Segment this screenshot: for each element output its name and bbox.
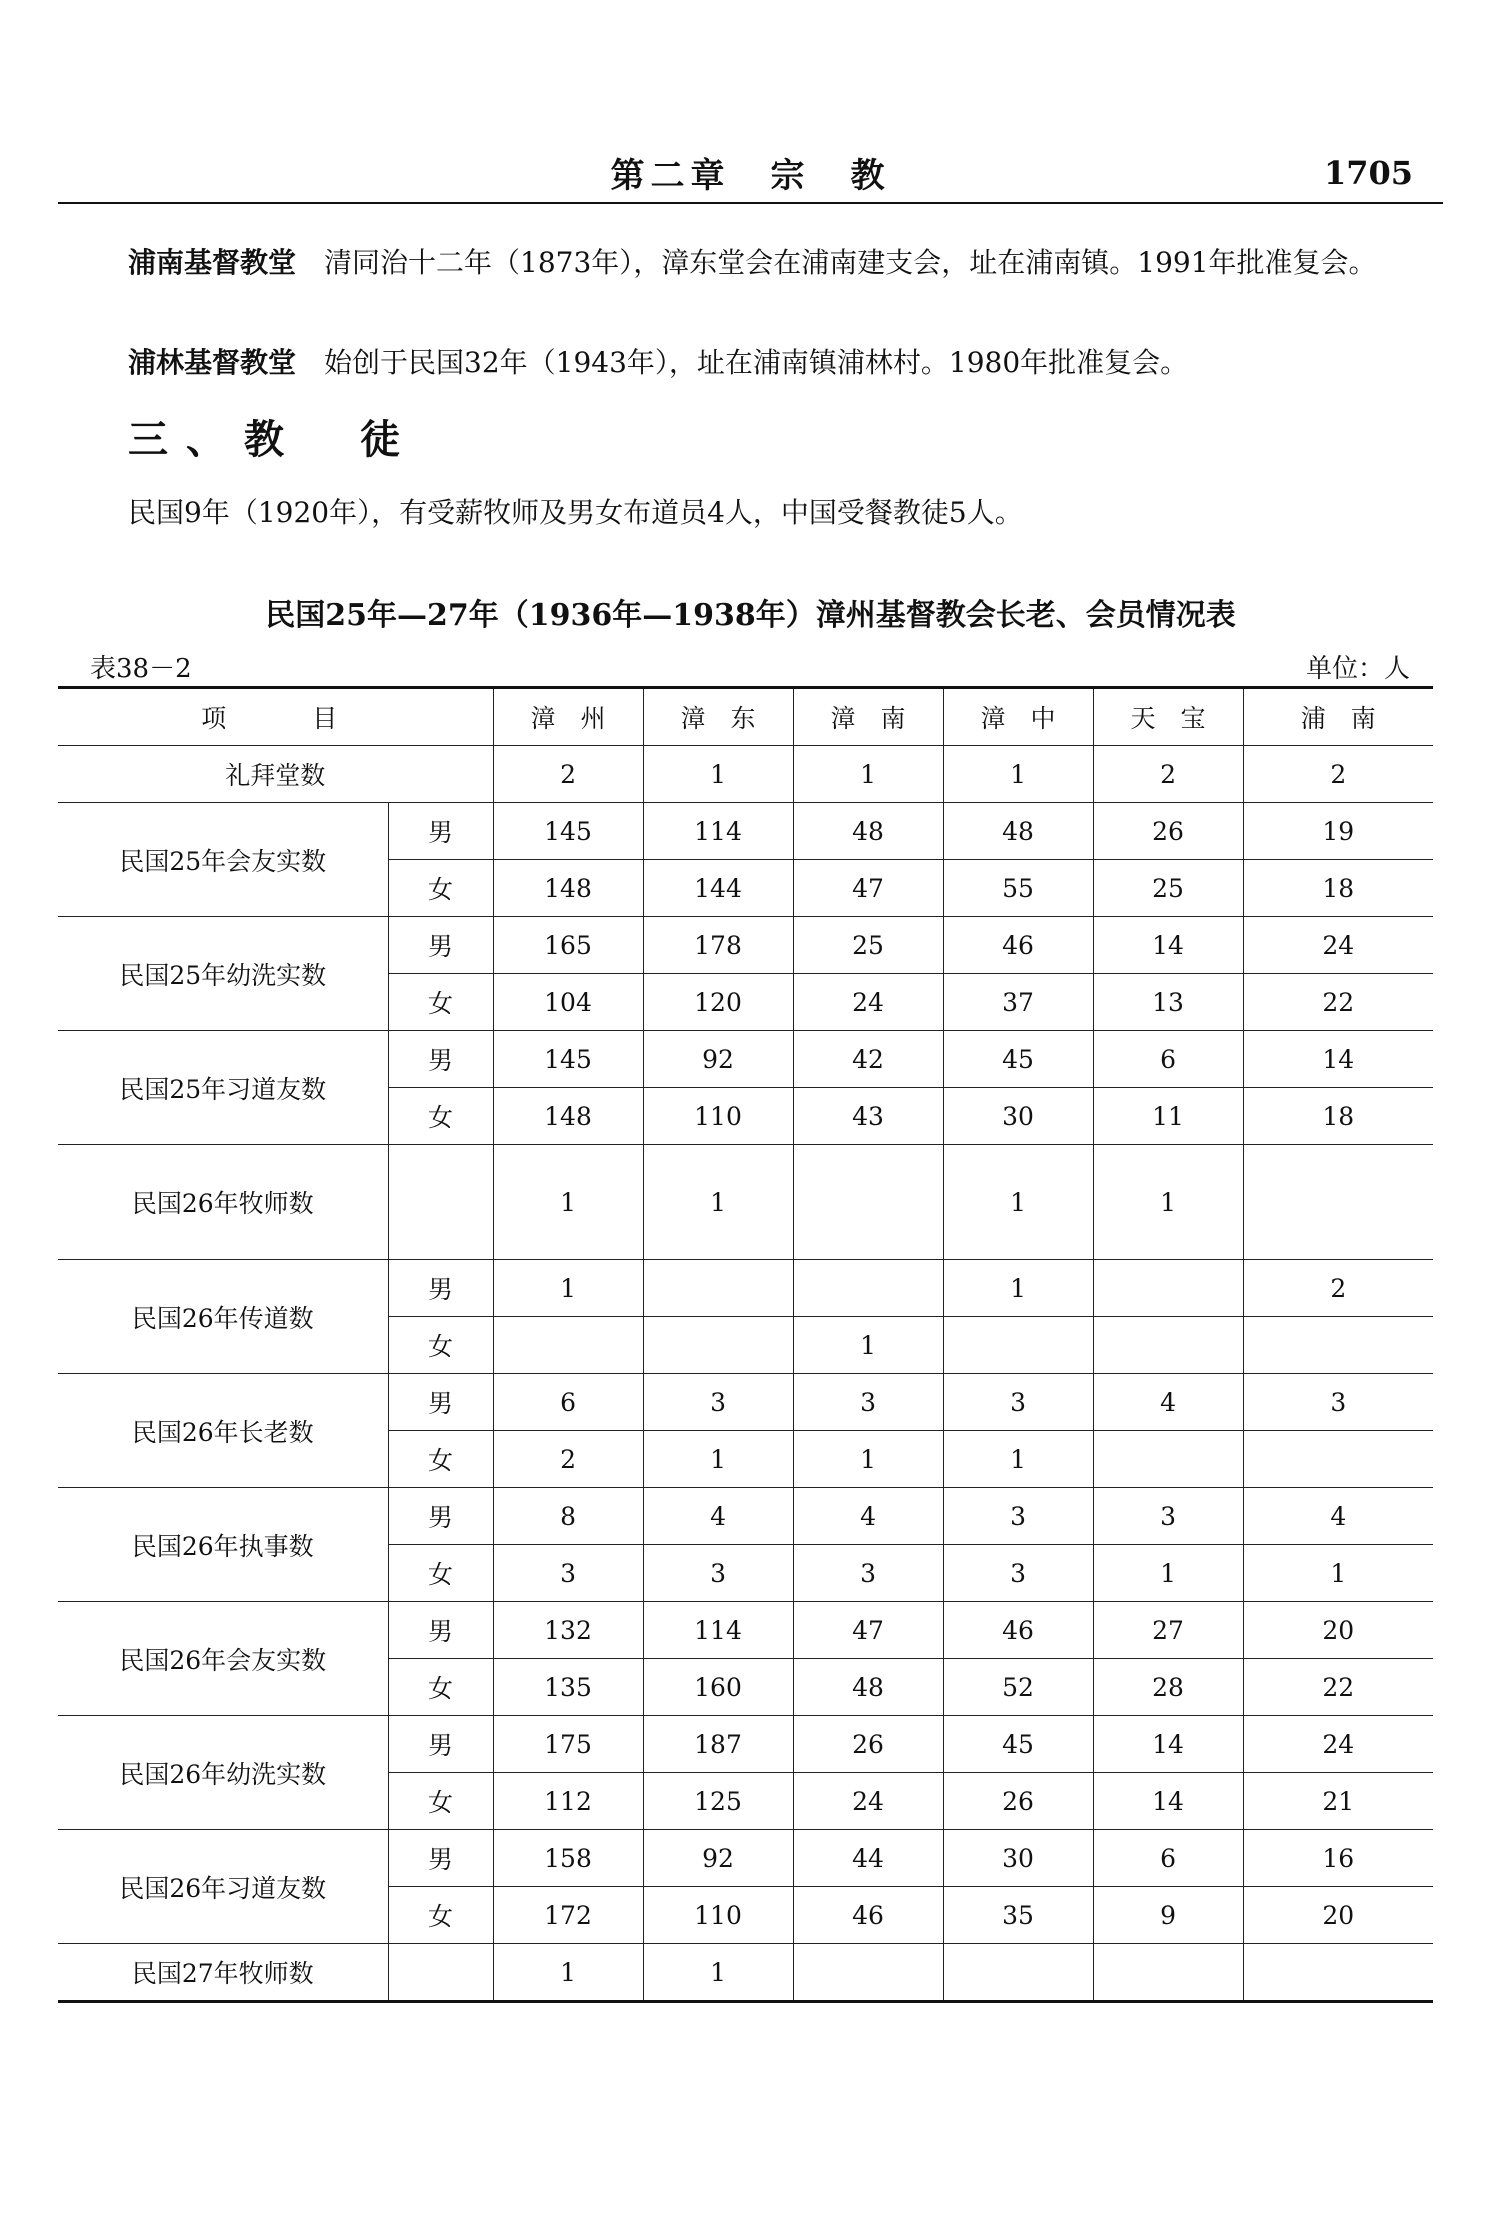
table-cell — [943, 1944, 1093, 2002]
table-cell: 187 — [643, 1716, 793, 1773]
sex-label: 女 — [388, 1773, 493, 1830]
table-cell: 2 — [493, 746, 643, 803]
table-cell — [493, 1317, 643, 1374]
table-cell: 1 — [493, 1145, 643, 1260]
sex-label: 女 — [388, 860, 493, 917]
table-header-row — [58, 688, 1433, 746]
table-cell: 27 — [1093, 1602, 1243, 1659]
table-cell: 46 — [793, 1887, 943, 1944]
table-cell: 120 — [643, 974, 793, 1031]
paragraph-term: 浦林基督教堂 — [128, 346, 297, 379]
table-cell: 2 — [1093, 746, 1243, 803]
paragraph-text: 清同治十二年（1873年），漳东堂会在浦南建支会，址在浦南镇。1991年批准复会。 — [324, 246, 1377, 279]
table-cell — [1243, 1145, 1433, 1260]
table-cell — [1093, 1260, 1243, 1317]
table-cell: 21 — [1243, 1773, 1433, 1830]
table-cell: 144 — [643, 860, 793, 917]
table-cell: 114 — [643, 1602, 793, 1659]
table-cell: 8 — [493, 1488, 643, 1545]
row-label: 民国26年牧师数 — [58, 1145, 388, 1260]
table-cell: 45 — [943, 1031, 1093, 1088]
table-cell: 4 — [793, 1488, 943, 1545]
table-row — [58, 1031, 1433, 1088]
table-row — [58, 746, 1433, 803]
table-cell: 1 — [943, 1260, 1093, 1317]
row-label: 民国26年执事数 — [58, 1488, 388, 1602]
sex-label: 男 — [388, 1374, 493, 1431]
table-cell: 1 — [643, 746, 793, 803]
table-cell: 48 — [793, 1659, 943, 1716]
table-cell: 30 — [943, 1088, 1093, 1145]
table-cell: 158 — [493, 1830, 643, 1887]
row-label: 民国27年牧师数 — [58, 1944, 388, 2002]
table-cell: 4 — [1093, 1374, 1243, 1431]
table-cell: 3 — [793, 1374, 943, 1431]
table-cell: 3 — [1243, 1374, 1433, 1431]
table-cell: 48 — [943, 803, 1093, 860]
sex-label: 男 — [388, 1031, 493, 1088]
table-cell — [793, 1944, 943, 2002]
column-header: 浦 南 — [1243, 688, 1433, 746]
section-title: 三、教 徒 — [128, 417, 418, 463]
table-cell: 3 — [943, 1374, 1093, 1431]
sex-label: 男 — [388, 803, 493, 860]
table-cell: 1 — [1093, 1145, 1243, 1260]
row-label: 民国26年会友实数 — [58, 1602, 388, 1716]
table-cell: 110 — [643, 1088, 793, 1145]
table-cell: 3 — [643, 1374, 793, 1431]
table-cell: 1 — [1243, 1545, 1433, 1602]
page-number: 1705 — [1323, 154, 1413, 192]
table-title: 民国25年—27年（1936年—1938年）漳州基督教会长老、会员情况表 — [265, 598, 1236, 633]
paragraph-punan-church — [58, 238, 1438, 288]
row-label: 民国26年习道友数 — [58, 1830, 388, 1944]
table-cell: 14 — [1093, 917, 1243, 974]
table-cell: 3 — [943, 1545, 1093, 1602]
table-cell: 16 — [1243, 1830, 1433, 1887]
row-label: 民国26年传道数 — [58, 1260, 388, 1374]
table-cell — [1243, 1944, 1433, 2002]
table-cell: 9 — [1093, 1887, 1243, 1944]
table-row — [58, 1716, 1433, 1773]
table-cell: 172 — [493, 1887, 643, 1944]
table-body — [58, 746, 1433, 2002]
table-row — [58, 1260, 1433, 1317]
table-cell: 47 — [793, 860, 943, 917]
table-cell — [793, 1145, 943, 1260]
table-cell: 14 — [1093, 1773, 1243, 1830]
table-cell: 1 — [493, 1944, 643, 2002]
table-cell: 43 — [793, 1088, 943, 1145]
table-row — [58, 1488, 1433, 1545]
table-cell — [643, 1317, 793, 1374]
sex-label: 女 — [388, 1659, 493, 1716]
table-cell: 2 — [1243, 1260, 1433, 1317]
table-cell: 1 — [943, 1145, 1093, 1260]
table-cell: 4 — [1243, 1488, 1433, 1545]
table-cell: 20 — [1243, 1602, 1433, 1659]
empty-cell — [388, 1944, 493, 2002]
paragraph-pulin-church — [58, 338, 1438, 388]
table-cell: 13 — [1093, 974, 1243, 1031]
table-cell — [1093, 1944, 1243, 2002]
table-cell: 6 — [493, 1374, 643, 1431]
sex-label: 女 — [388, 1088, 493, 1145]
table-cell: 20 — [1243, 1887, 1433, 1944]
row-label: 礼拜堂数 — [58, 746, 493, 803]
table-cell: 35 — [943, 1887, 1093, 1944]
table-cell — [793, 1260, 943, 1317]
row-label: 民国25年会友实数 — [58, 803, 388, 917]
table-cell: 46 — [943, 917, 1093, 974]
sex-label: 男 — [388, 1260, 493, 1317]
sex-label: 男 — [388, 917, 493, 974]
table-cell: 19 — [1243, 803, 1433, 860]
table-cell — [943, 1317, 1093, 1374]
sex-label: 女 — [388, 1887, 493, 1944]
table-cell: 112 — [493, 1773, 643, 1830]
intro-paragraph: 民国9年（1920年），有受薪牧师及男女布道员4人，中国受餐教徒5人。 — [128, 496, 1023, 529]
row-label: 民国25年幼洗实数 — [58, 917, 388, 1031]
table-unit: 单位：人 — [1305, 654, 1410, 684]
table-cell: 24 — [1243, 1716, 1433, 1773]
item-column-header: 项 目 — [58, 688, 493, 746]
table-row — [58, 917, 1433, 974]
table-row — [58, 1830, 1433, 1887]
table-cell: 3 — [793, 1545, 943, 1602]
table-cell: 46 — [943, 1602, 1093, 1659]
table-cell: 104 — [493, 974, 643, 1031]
table-cell: 24 — [793, 974, 943, 1031]
table-cell: 18 — [1243, 860, 1433, 917]
sex-label: 女 — [388, 1545, 493, 1602]
table-cell: 2 — [493, 1431, 643, 1488]
row-label: 民国26年幼洗实数 — [58, 1716, 388, 1830]
table-cell — [1093, 1317, 1243, 1374]
table-cell: 1 — [943, 746, 1093, 803]
table-cell: 3 — [943, 1488, 1093, 1545]
table-cell: 2 — [1243, 746, 1433, 803]
table-cell: 30 — [943, 1830, 1093, 1887]
table-cell: 22 — [1243, 1659, 1433, 1716]
table-cell: 14 — [1243, 1031, 1433, 1088]
table-cell: 135 — [493, 1659, 643, 1716]
table-cell: 1 — [793, 1431, 943, 1488]
table-cell: 18 — [1243, 1088, 1433, 1145]
sex-label: 男 — [388, 1830, 493, 1887]
table-cell: 11 — [1093, 1088, 1243, 1145]
table-number: 表38－2 — [90, 654, 192, 684]
table-cell: 28 — [1093, 1659, 1243, 1716]
table-cell: 3 — [493, 1545, 643, 1602]
table-cell: 148 — [493, 1088, 643, 1145]
sex-label: 男 — [388, 1602, 493, 1659]
table-cell — [1093, 1431, 1243, 1488]
column-header: 漳 东 — [643, 688, 793, 746]
table-cell: 47 — [793, 1602, 943, 1659]
table-cell: 1 — [793, 1317, 943, 1374]
table-row — [58, 1374, 1433, 1431]
table-cell: 92 — [643, 1031, 793, 1088]
church-statistics-table — [58, 686, 1433, 2003]
table-cell: 37 — [943, 974, 1093, 1031]
column-header: 漳 中 — [943, 688, 1093, 746]
table-cell: 1 — [943, 1431, 1093, 1488]
table-cell: 145 — [493, 1031, 643, 1088]
sex-label: 男 — [388, 1488, 493, 1545]
table-cell: 6 — [1093, 1830, 1243, 1887]
table-cell: 25 — [1093, 860, 1243, 917]
table-cell: 110 — [643, 1887, 793, 1944]
table-cell: 52 — [943, 1659, 1093, 1716]
row-label: 民国26年长老数 — [58, 1374, 388, 1488]
table-cell: 165 — [493, 917, 643, 974]
table-cell: 26 — [793, 1716, 943, 1773]
table-cell: 148 — [493, 860, 643, 917]
table-cell: 125 — [643, 1773, 793, 1830]
row-label: 民国25年习道友数 — [58, 1031, 388, 1145]
table-cell: 1 — [643, 1944, 793, 2002]
table-cell: 178 — [643, 917, 793, 974]
chapter-title: 第二章 宗 教 — [610, 156, 891, 196]
page-header — [58, 140, 1443, 204]
table-cell: 1 — [1093, 1545, 1243, 1602]
table-cell: 3 — [643, 1545, 793, 1602]
table-cell — [1243, 1431, 1433, 1488]
table-cell — [1243, 1317, 1433, 1374]
table-cell: 25 — [793, 917, 943, 974]
table-cell: 175 — [493, 1716, 643, 1773]
table-row — [58, 1602, 1433, 1659]
table-cell: 44 — [793, 1830, 943, 1887]
sex-label: 女 — [388, 1431, 493, 1488]
column-header: 天 宝 — [1093, 688, 1243, 746]
table-cell: 1 — [493, 1260, 643, 1317]
table-cell: 42 — [793, 1031, 943, 1088]
empty-cell — [388, 1145, 493, 1260]
table-cell: 92 — [643, 1830, 793, 1887]
paragraph-term: 浦南基督教堂 — [128, 246, 297, 279]
table-row — [58, 1944, 1433, 2002]
table-cell: 48 — [793, 803, 943, 860]
table-cell: 132 — [493, 1602, 643, 1659]
table-cell: 4 — [643, 1488, 793, 1545]
sex-label: 男 — [388, 1716, 493, 1773]
table-cell: 160 — [643, 1659, 793, 1716]
table-cell: 114 — [643, 803, 793, 860]
table-row — [58, 803, 1433, 860]
table-cell: 55 — [943, 860, 1093, 917]
table-cell: 1 — [643, 1431, 793, 1488]
table-cell: 3 — [1093, 1488, 1243, 1545]
table-cell: 24 — [793, 1773, 943, 1830]
paragraph-text: 始创于民国32年（1943年），址在浦南镇浦林村。1980年批准复会。 — [324, 346, 1189, 379]
table-row — [58, 1145, 1433, 1260]
column-header: 漳 州 — [493, 688, 643, 746]
table-cell: 26 — [943, 1773, 1093, 1830]
column-header: 漳 南 — [793, 688, 943, 746]
table-cell: 145 — [493, 803, 643, 860]
table-cell: 6 — [1093, 1031, 1243, 1088]
table-cell: 26 — [1093, 803, 1243, 860]
table-cell: 1 — [643, 1145, 793, 1260]
table-cell: 1 — [793, 746, 943, 803]
sex-label: 女 — [388, 1317, 493, 1374]
table-cell: 22 — [1243, 974, 1433, 1031]
table-cell — [643, 1260, 793, 1317]
table-cell: 45 — [943, 1716, 1093, 1773]
sex-label: 女 — [388, 974, 493, 1031]
table-cell: 14 — [1093, 1716, 1243, 1773]
table-cell: 24 — [1243, 917, 1433, 974]
